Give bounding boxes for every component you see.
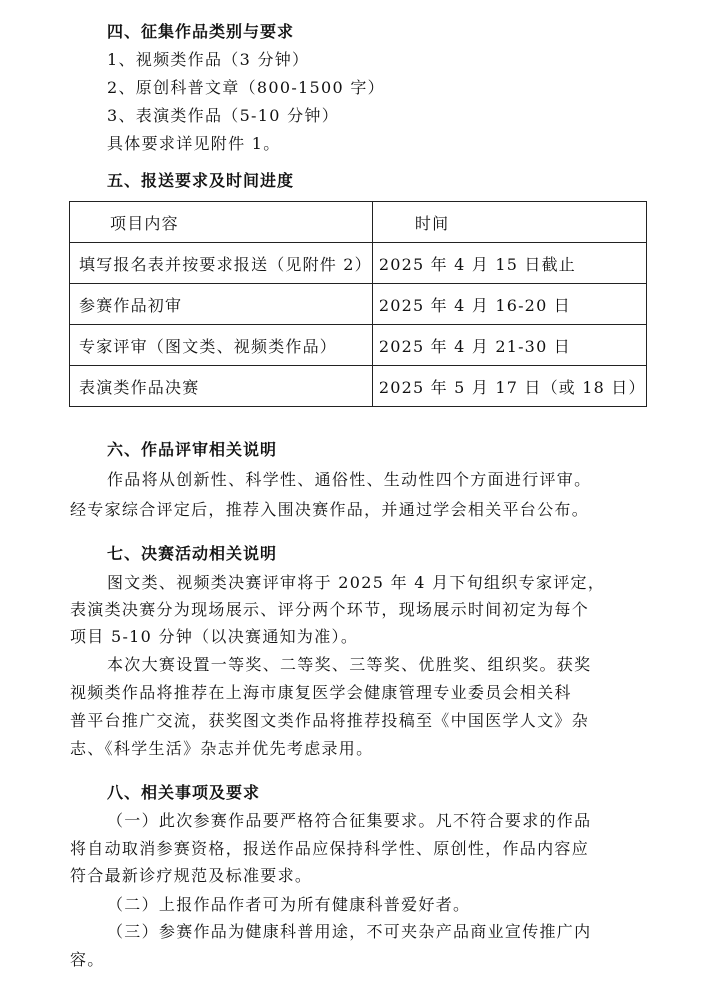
table-row xyxy=(70,366,647,407)
table-cell: 参赛作品初审 xyxy=(70,284,373,325)
table-header-cell: 项目内容 xyxy=(70,202,373,243)
table-cell: 填写报名表并按要求报送（见附件 2） xyxy=(70,243,373,284)
paragraph-line: 本次大赛设置一等奖、二等奖、三等奖、优胜奖、组织奖。获奖 xyxy=(107,655,592,674)
paragraph-line: 普平台推广交流，获奖图文类作品将推荐投稿至《中国医学人文》杂 xyxy=(70,711,590,730)
table-row xyxy=(70,243,647,284)
paragraph-line: （三）参赛作品为健康科普用途，不可夹杂产品商业宣传推广内 xyxy=(107,922,592,941)
paragraph-line: 志、《科学生活》杂志并优先考虑录用。 xyxy=(70,739,374,758)
list-item: 2、原创科普文章（800-1500 字） xyxy=(107,78,385,97)
table-cell: 2025 年 5 月 17 日（或 18 日） xyxy=(372,366,646,407)
table-header-cell: 时间 xyxy=(372,202,646,243)
table-row xyxy=(70,284,647,325)
table-row xyxy=(70,325,647,366)
table-cell: 2025 年 4 月 16-20 日 xyxy=(372,284,646,325)
paragraph-line: 将自动取消参赛资格，报送作品应保持科学性、原创性，作品内容应 xyxy=(70,839,590,858)
paragraph-line: 作品将从创新性、科学性、通俗性、生动性四个方面进行评审。 xyxy=(107,470,592,489)
section-heading-5: 五、报送要求及时间进度 xyxy=(107,171,295,190)
paragraph-line: 表演类决赛分为现场展示、评分两个环节，现场展示时间初定为每个 xyxy=(70,600,590,619)
list-item: 3、表演类作品（5-10 分钟） xyxy=(107,106,340,125)
paragraph-line: 项目 5-10 分钟（以决赛通知为准）。 xyxy=(70,627,359,646)
paragraph-line: 经专家综合评定后，推荐入围决赛作品，并通过学会相关平台公布。 xyxy=(70,500,590,519)
paragraph-line: 具体要求详见附件 1。 xyxy=(107,134,281,153)
list-item: 1、视频类作品（3 分钟） xyxy=(107,50,310,69)
paragraph-line: 视频类作品将推荐在上海市康复医学会健康管理专业委员会相关科 xyxy=(70,683,572,702)
table-cell: 2025 年 4 月 21-30 日 xyxy=(372,325,646,366)
section-heading-6: 六、作品评审相关说明 xyxy=(107,440,278,459)
section-heading-4: 四、征集作品类别与要求 xyxy=(107,22,295,41)
paragraph-line: 图文类、视频类决赛评审将于 2025 年 4 月下旬组织专家评定， xyxy=(107,573,606,592)
paragraph-line: （一）此次参赛作品要严格符合征集要求。凡不符合要求的作品 xyxy=(107,811,592,830)
section-heading-7: 七、决赛活动相关说明 xyxy=(107,544,278,563)
paragraph-line: （二）上报作品作者可为所有健康科普爱好者。 xyxy=(107,895,471,914)
paragraph-line: 符合最新诊疗规范及标准要求。 xyxy=(70,866,313,885)
table-cell: 专家评审（图文类、视频类作品） xyxy=(70,325,373,366)
section-heading-8: 八、相关事项及要求 xyxy=(107,783,261,802)
table-cell: 表演类作品决赛 xyxy=(70,366,373,407)
table-header-row xyxy=(70,202,647,243)
table-cell: 2025 年 4 月 15 日截止 xyxy=(372,243,646,284)
paragraph-line: 容。 xyxy=(70,950,105,969)
schedule-table xyxy=(69,201,647,407)
